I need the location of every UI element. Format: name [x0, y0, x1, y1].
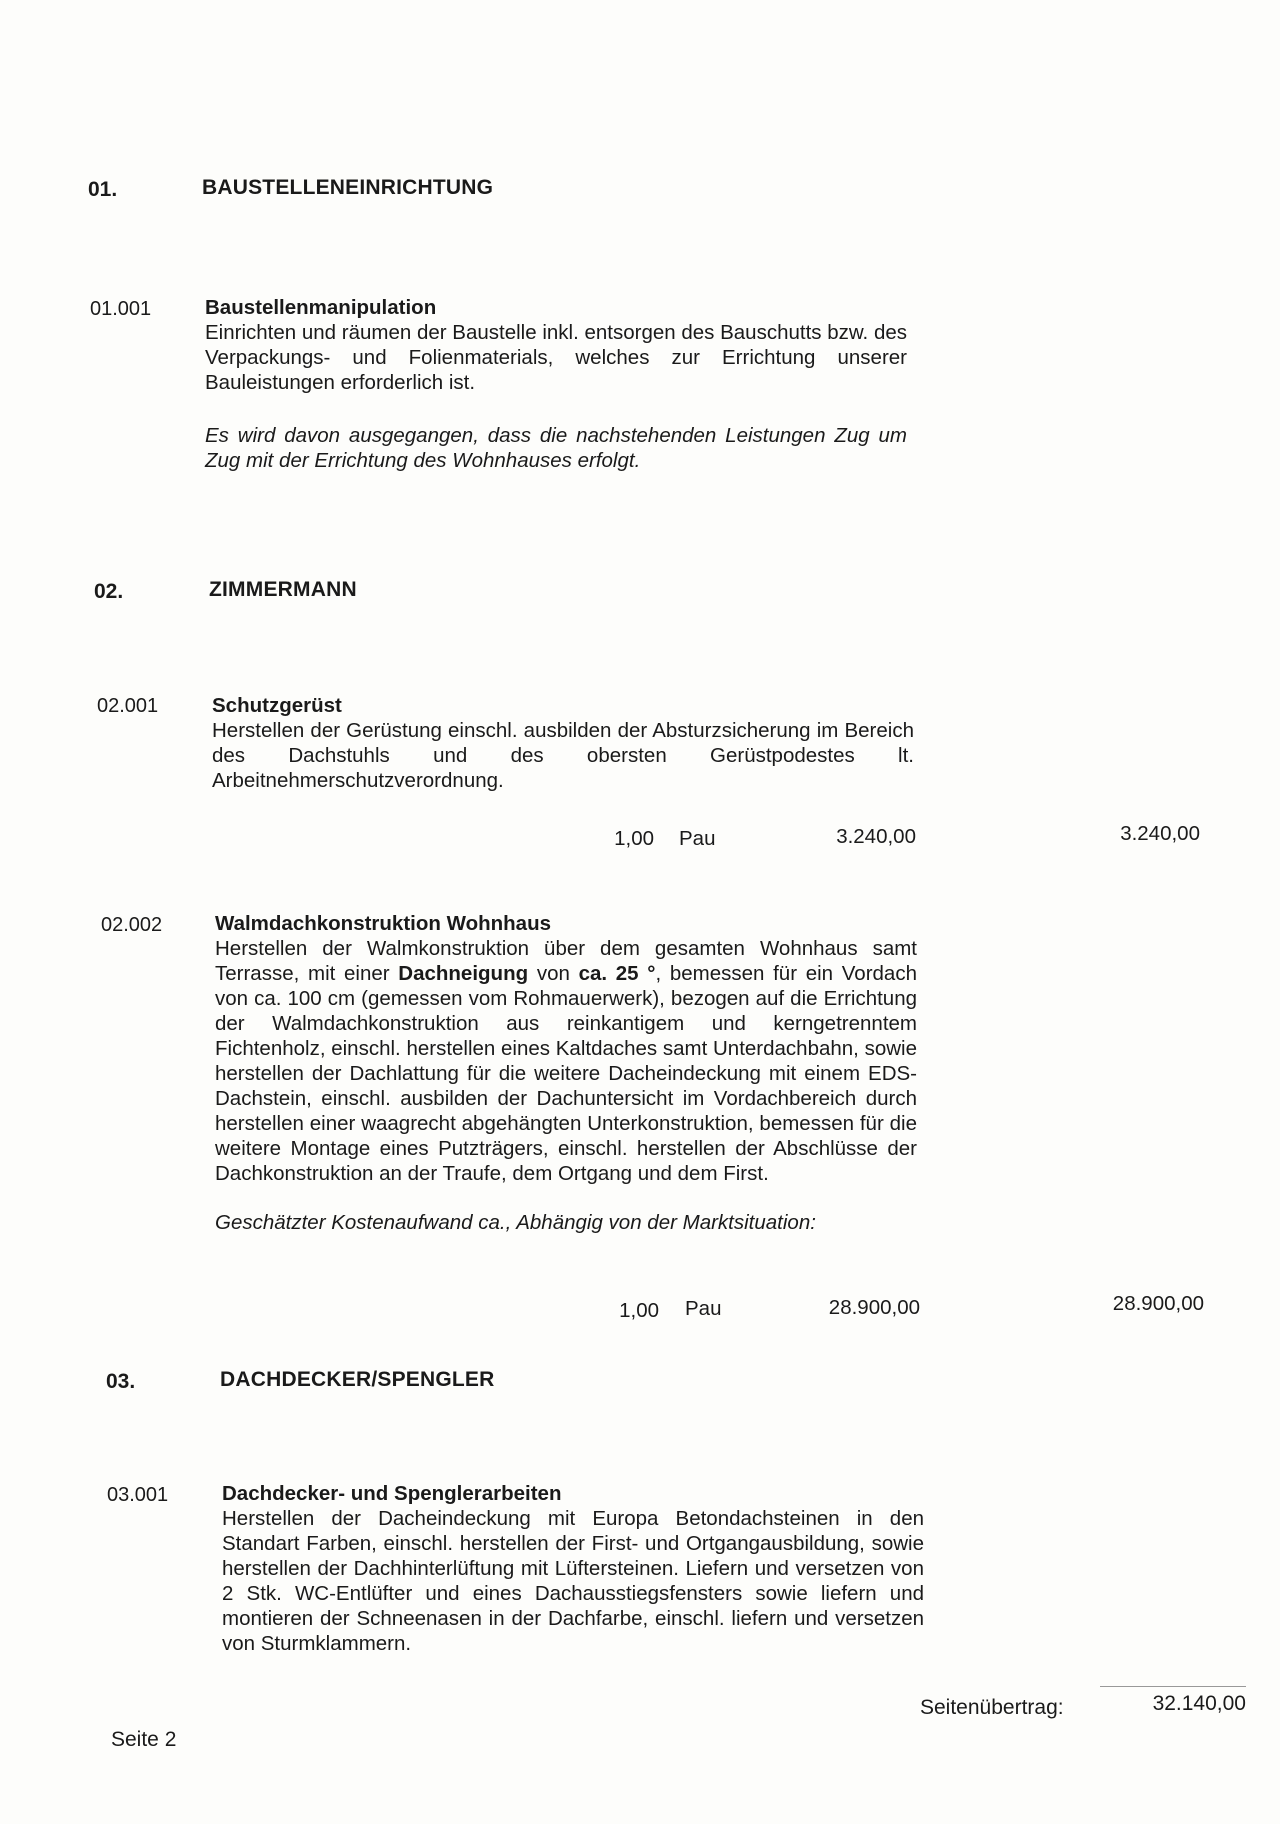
position-number: 02.001 — [97, 695, 159, 717]
position-description — [215, 936, 917, 1186]
section-number: 02. — [94, 580, 124, 603]
position-note: Geschätzter Kostenaufwand ca., Abhängig von der Marktsituation: — [215, 1211, 816, 1234]
unit-price: 28.900,00 — [828, 1296, 920, 1319]
position-title: Baustellenmanipulation — [205, 296, 437, 319]
position-block — [212, 694, 914, 793]
position-number: 02.002 — [101, 914, 163, 936]
section-title: ZIMMERMANN — [209, 578, 357, 601]
unit-price: 3.240,00 — [836, 825, 916, 848]
position-block — [222, 1482, 924, 1656]
line-total: 3.240,00 — [1120, 822, 1200, 845]
description-emphasis: ca. 25 ° — [578, 962, 656, 985]
position-description: Einrichten und räumen der Baustelle inkl. entsorgen des Bauschutts bzw. des Verpackungs- und Folienmaterials, welches zur Errichtung unserer Bauleistungen erforderlich ist. — [205, 321, 907, 394]
page-number: Seite 2 — [111, 1728, 177, 1751]
position-number: 01.001 — [90, 298, 152, 320]
description-part: Herstellen der Walmkonstruktion über dem gesamten Wohnhaus samt Terrasse, mit einer — [215, 937, 917, 985]
position-title: Walmdachkonstruktion Wohnhaus — [215, 912, 551, 935]
position-description: Herstellen der Dacheindeckung mit Europa Betondachsteinen in den Standart Farben, einschl. herstellen der First- und Ortgangausbildung, sowie herstellen der Dachhinterlüftung mit Lüftersteinen. Liefern und versetzen von 2 Stk. WC-Entlüfter und eines Dachausstiegsfensters sowie liefern und montieren der Schneenasen in der Dachfarbe, einschl. liefern und versetzen von Sturmklammern. — [222, 1507, 924, 1655]
unit: Pau — [685, 1297, 722, 1320]
position-note: Es wird davon ausgegangen, dass die nachstehenden Leistungen Zug um Zug mit der Errichtung des Wohnhauses erfolgt. — [205, 424, 907, 472]
position-block — [205, 296, 907, 473]
section-title: DACHDECKER/SPENGLER — [220, 1368, 495, 1391]
unit: Pau — [679, 827, 716, 850]
quantity: 1,00 — [614, 827, 654, 850]
line-total: 28.900,00 — [1112, 1292, 1204, 1315]
position-number: 03.001 — [107, 1484, 169, 1506]
section-number: 03. — [106, 1370, 136, 1393]
position-description: Herstellen der Gerüstung einschl. ausbilden der Absturzsicherung im Bereich des Dachstuhls und des obersten Gerüstpodestes lt. Arbeitnehmerschutzverordnung. — [212, 719, 914, 792]
description-part: von — [528, 962, 579, 985]
description-part: , bemessen für ein Vordach von ca. 100 cm (gemessen vom Rohmauerwerk), bezogen auf die Errichtung der Walmdachkonstruktion aus reinkantigem und kerngetrenntem Fichtenholz, einschl. herstellen eines Kaltdaches samt Unterdachbahn, sowie herstellen der Dachlattung für die weitere Dacheindeckung mit einem EDS-Dachstein, einschl. ausbilden der Dachuntersicht im Vordachbereich durch herstellen einer waagrecht abgehängten Unterkonstruktion, bemessen für die weitere Montage eines Putzträgers, einschl. herstellen der Abschlüsse der Dachkonstruktion an der Traufe, dem Ortgang und dem First. — [215, 962, 917, 1185]
carry-over-rule — [1100, 1686, 1246, 1687]
position-title: Schutzgerüst — [212, 694, 342, 717]
section-number: 01. — [88, 178, 118, 201]
description-emphasis: Dachneigung — [398, 962, 529, 985]
quantity: 1,00 — [619, 1299, 659, 1322]
section-title: BAUSTELLENEINRICHTUNG — [202, 176, 494, 199]
carry-over-value: 32.140,00 — [1152, 1692, 1246, 1715]
position-title: Dachdecker- und Spenglerarbeiten — [222, 1482, 562, 1505]
carry-over-label: Seitenübertrag: — [920, 1696, 1064, 1719]
position-block — [215, 912, 917, 1235]
